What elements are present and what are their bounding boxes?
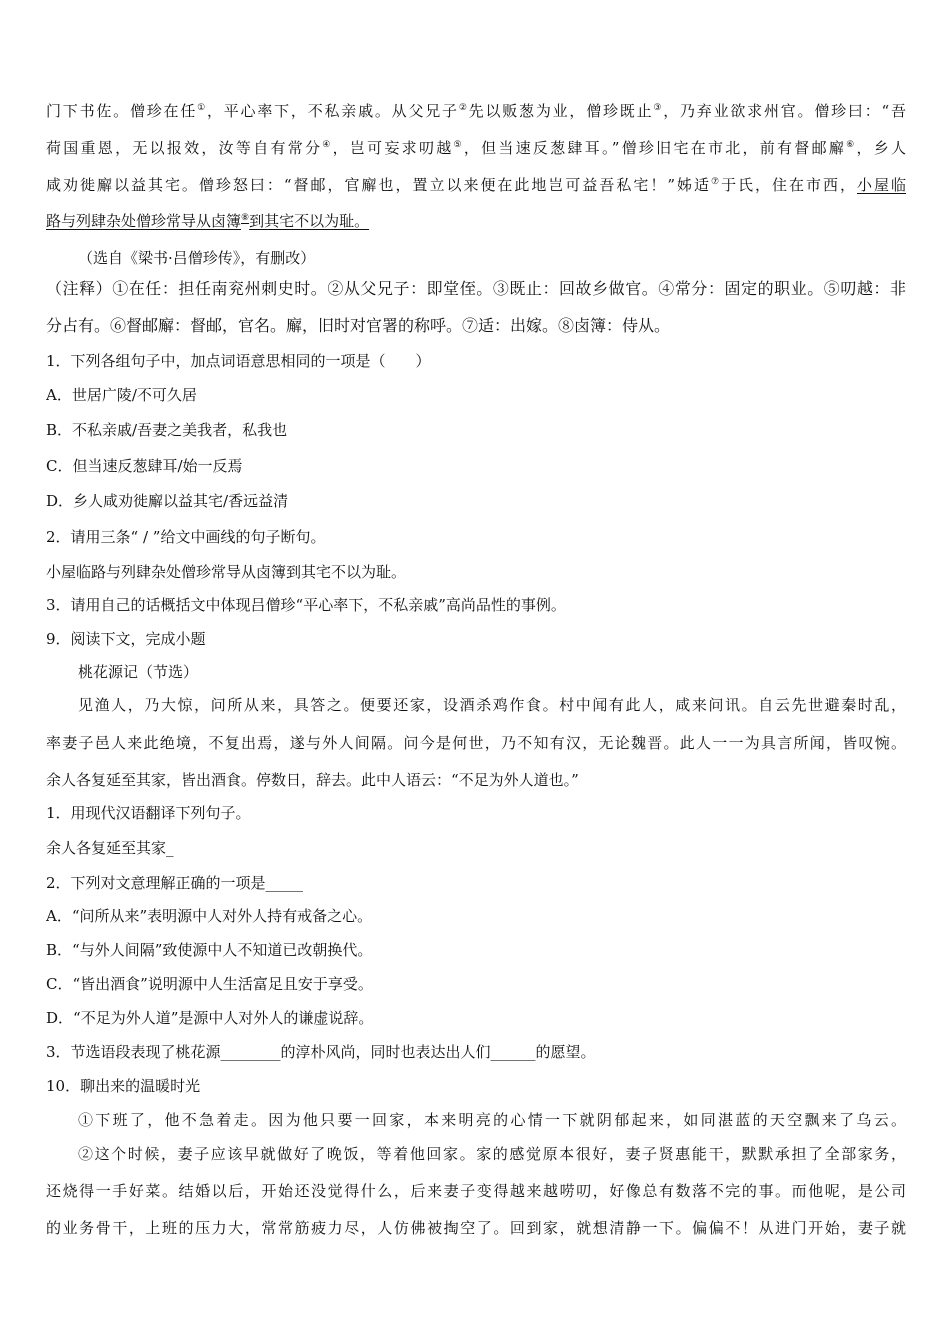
question-8-1: 1．下列各组句子中，加点词语意思相同的一项是（ ） (46, 352, 431, 370)
text-run: 荷国重恩，无以报效，汝等自有常分 (46, 139, 323, 157)
passage9-para-line-2: 率妻子邑人来此绝境，不复出焉，遂与外人间隔。问今是何世，乃不知有汉，无论魏晋。此人一一为具言所闻，皆叹惋。 (46, 734, 906, 752)
passage10-para-2-line-1: ②这个时候，妻子应该早就做好了晚饭，等着他回家。家的感觉原本很好，妻子贤惠能干，默默承担了全部家务， (78, 1145, 906, 1163)
footnote-mark: ⑤ (453, 140, 464, 150)
annotation-notes-2: 分占有。⑥督邮廨：督邮，官名。廨，旧时对官署的称呼。⑦适：出嫁。⑧卤簿：侍从。 (46, 318, 671, 335)
passage10-para-1: ①下班了，他不急着走。因为他只要一回家，本来明亮的心情一下就阴郁起来，如同湛蓝的天空飘来了乌云。 (78, 1111, 906, 1129)
option-8-1-a: A．世居广陵/不可久居 (46, 386, 197, 404)
passage9-para-line-1: 见渔人，乃大惊，问所从来，具答之。便要还家，设酒杀鸡作食。村中闻有此人，咸来问讯。自云先世避秦时乱， (78, 696, 906, 714)
option-9-2-a: A．“问所从来”表明源中人对外人持有戒备之心。 (46, 907, 373, 925)
footnote-mark: ① (197, 103, 207, 113)
passage9-para-line-3: 余人各复延至其家，皆出酒食。停数日，辞去。此中人语云：“不足为外人道也。” (46, 771, 579, 789)
question-8-2: 2．请用三条“ / ”给文中画线的句子断句。 (46, 528, 326, 546)
footnote-mark: ⑧ (241, 213, 250, 223)
option-8-1-b: B．不私亲戚/吾妻之美我者，私我也 (46, 421, 288, 439)
text-run: ，平心率下，不私亲戚。从父兄子 (206, 102, 459, 120)
underlined-sentence: 路与列肆杂处僧珍常导从卤簿 (46, 212, 242, 230)
passage8-line-2 (46, 138, 906, 158)
option-8-1-c: C．但当速反葱肆耳/始一反焉 (46, 457, 243, 475)
text-run: ，乡人 (856, 139, 906, 157)
option-8-1-d: D．乡人咸劝徙廨以益其宅/香远益清 (46, 492, 289, 510)
source-citation: （选自《梁书·吕僧珍传》，有删改） (78, 249, 316, 267)
option-9-2-b: B．“与外人间隔”致使源中人不知道已改朝换代。 (46, 941, 373, 959)
passage10-para-2-line-3: 的业务骨干，上班的压力大，常常筋疲力尽，人仿佛被掏空了。回到家，就想清静一下。偏偏不！从进门开始，妻子就 (46, 1219, 906, 1237)
annotation-notes-1: （注释）①在任：担任南兖州刺史时。②从父兄子：即堂侄。③既止：回故乡做官。④常分：固定的职业。⑤叨越：非 (46, 281, 906, 298)
question-9-heading: 9．阅读下文，完成小题 (46, 630, 206, 648)
option-9-2-c: C．“皆出酒食”说明源中人生活富足且安于享受。 (46, 975, 373, 993)
text-run: ，但当速反葱肆耳。”僧珍旧宅在市北，前有督邮廨 (463, 139, 847, 157)
underlined-sentence: 小屋临 (857, 176, 906, 194)
underlined-sentence: 到其宅不以为耻。 (249, 212, 370, 230)
footnote-mark: ④ (322, 140, 333, 150)
passage10-para-2-line-2: 还烧得一手好菜。结婚以后，开始还没觉得什么，后来妻子变得越来越唠叨，好像总有数落不完的事。而他呢，是公司 (46, 1182, 906, 1200)
question-9-3: 3．节选语段表现了桃花源________的淳朴风尚，同时也表达出人们______的愿望。 (46, 1043, 596, 1061)
text-run: 先以贩葱为业，僧珍既止 (468, 102, 654, 120)
passage9-title: 桃花源记（节选） (78, 663, 199, 681)
text-run: 咸劝徙廨以益其宅。僧珍怒曰：“督邮，官廨也，置立以来便在此地岂可益吾私宅！”姊适 (46, 176, 711, 194)
text-run: ，岂可妄求叨越 (332, 139, 454, 157)
footnote-mark: ⑦ (711, 177, 722, 187)
passage8-line-3 (46, 175, 906, 195)
question-9-1: 1．用现代汉语翻译下列句子。 (46, 804, 251, 822)
question-9-2: 2．下列对文意理解正确的一项是_____ (46, 874, 304, 892)
question-10-heading: 10．聊出来的温暖时光 (46, 1077, 201, 1095)
text-run: ，乃弃业欲求州官。僧珍曰：“吾 (663, 102, 906, 120)
footnote-mark: ⑥ (846, 140, 857, 150)
text-run: 于氏，住在市西， (721, 176, 857, 194)
passage8-line-1 (46, 101, 906, 121)
option-9-2-d: D．“不足为外人道”是源中人对外人的谦虚说辞。 (46, 1009, 374, 1027)
question-9-1-sentence: 余人各复延至其家_ (46, 839, 174, 857)
text-run: 门下书佐。僧珍在任 (46, 102, 198, 120)
question-8-2-sentence: 小屋临路与列肆杂处僧珍常导从卤簿到其宅不以为耻。 (46, 563, 407, 581)
footnote-mark: ② (458, 103, 469, 113)
question-8-3: 3．请用自己的话概括文中体现吕僧珍“平心率下，不私亲戚”高尚品性的事例。 (46, 596, 566, 614)
passage8-line-4 (46, 211, 906, 231)
footnote-mark: ③ (653, 103, 664, 113)
